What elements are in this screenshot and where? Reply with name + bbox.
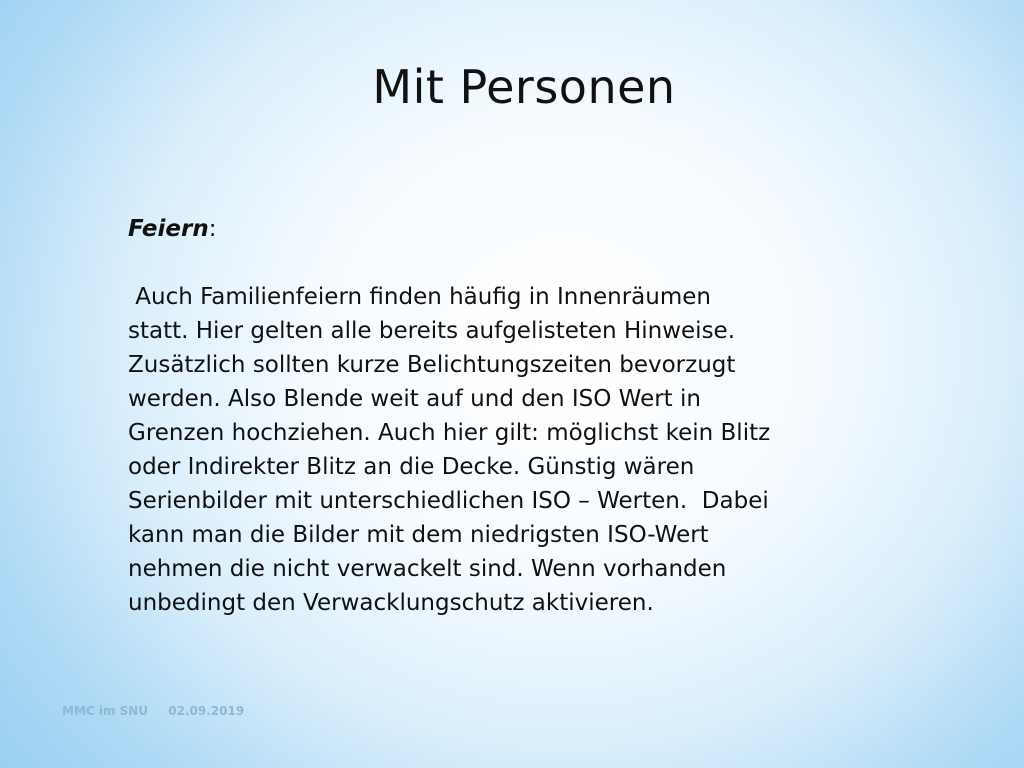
footer-date: 02.09.2019: [168, 704, 245, 718]
subheading-line: [128, 212, 908, 246]
subheading-colon: :: [208, 216, 217, 242]
subheading: Feiern: [128, 216, 209, 242]
body-line: unbedingt den Verwacklungschutz aktivieren.: [128, 590, 654, 616]
footer-organization: MMC im SNU: [62, 704, 149, 718]
body-line: statt. Hier gelten alle bereits aufgelisteten Hinweise.: [128, 318, 736, 344]
body-line: Auch Familienfeiern finden häufig in Innenräumen: [128, 284, 711, 310]
slide-content: [128, 212, 908, 620]
body-line: oder Indirekter Blitz an die Decke. Günstig wären: [128, 454, 695, 480]
body-paragraph: [128, 280, 908, 620]
body-line: Serienbilder mit unterschiedlichen ISO – Werten. Dabei: [128, 488, 769, 514]
slide-title: [0, 60, 1024, 114]
body-line: werden. Also Blende weit auf und den ISO Wert in: [128, 386, 701, 412]
slide-title-text: Mit Personen: [372, 60, 676, 114]
body-line: Zusätzlich sollten kurze Belichtungszeiten bevorzugt: [128, 352, 736, 378]
blank-line: [128, 246, 908, 280]
body-line: kann man die Bilder mit dem niedrigsten ISO-Wert: [128, 522, 709, 548]
slide-footer: [62, 704, 260, 718]
body-line: Grenzen hochziehen. Auch hier gilt: möglichst kein Blitz: [128, 420, 771, 446]
body-line: nehmen die nicht verwackelt sind. Wenn vorhanden: [128, 556, 727, 582]
